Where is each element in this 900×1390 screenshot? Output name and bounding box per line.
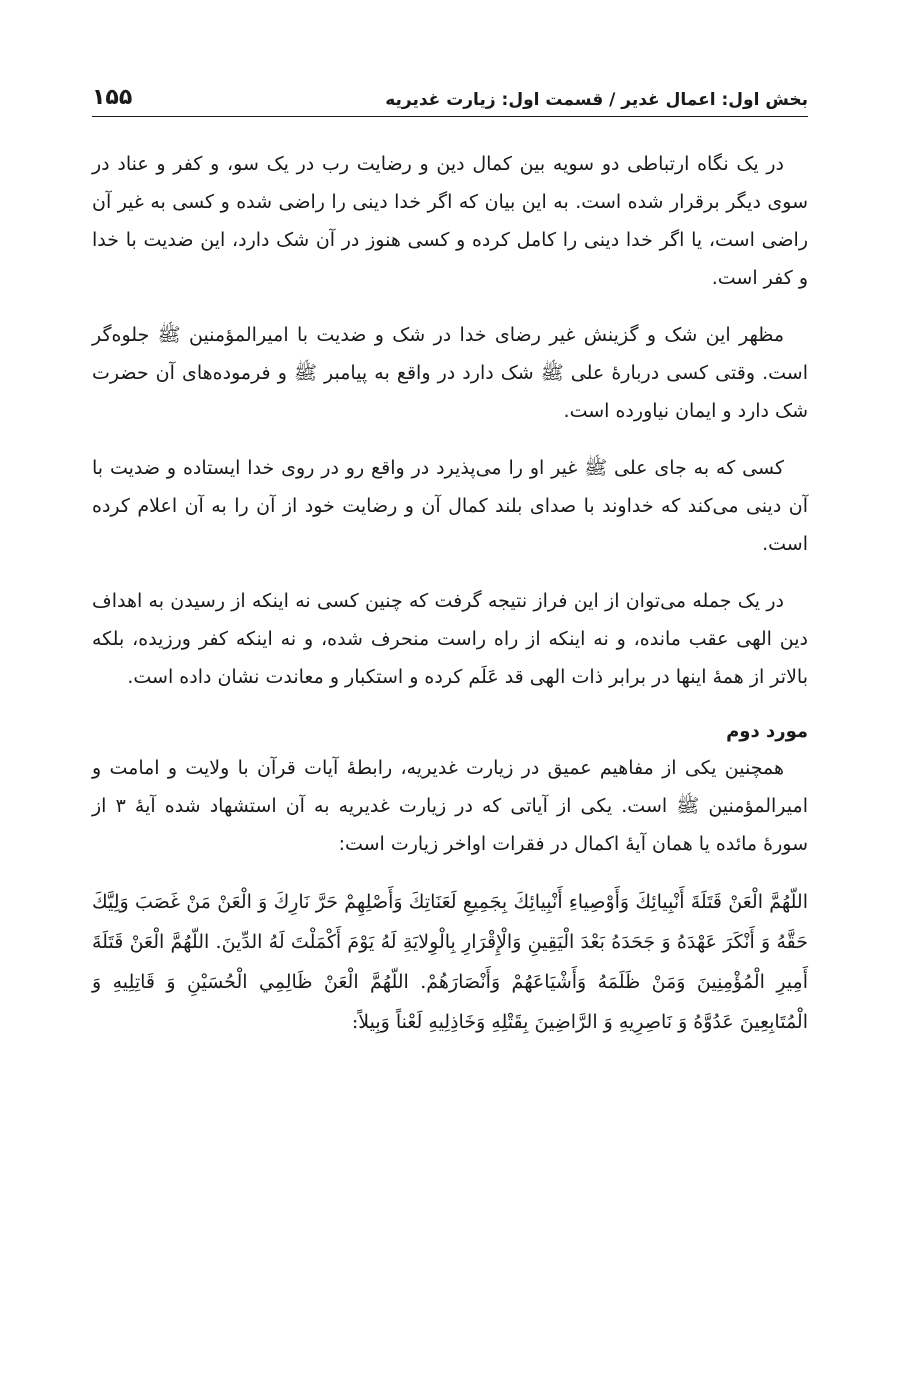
page-header <box>92 70 808 117</box>
paragraph: کسی که به جای علی ﷺ غیر او را می‌پذیرد در واقع رو در روی خدا ایستاده و ضدیت با آن دینی می‌کند که خداوند با صدای بلند کمال آن و رضایت خود از آن را به آن اعلام کرده است. <box>92 457 808 555</box>
arabic-quote: اللّهُمَّ الْعَنْ قَتَلَةَ أَنْبِيائِكَ وَأَوْصِياءِ أَنْبِيائِكَ بِجَمِيعِ لَعَنَاتِكَ وَأَصْلِهِمْ حَرَّ نَارِكَ وَ الْعَنْ مَنْ غَصَبَ وَلِيَّكَ حَقَّهُ وَ أَنْكَرَ عَهْدَهُ وَ جَحَدَهُ بَعْدَ الْيَقِينِ وَالْإِقْرَارِ بِالْوِلايَةِ لَهُ يَوْمَ أَكْمَلْتَ لَهُ الدِّينَ. اللّهُمَّ الْعَنْ قَتَلَةَ أَمِيرِ الْمُؤْمِنِينَ وَمَنْ ظَلَمَهُ وَأَشْيَاعَهُمْ وَأَنْصَارَهُمْ. اللّهُمَّ الْعَنْ ظَالِمِي الْحُسَيْنِ وَ قَاتِلِيهِ وَ الْمُتَابِعِينَ عَدُوَّهُ وَ نَاصِرِيهِ وَ الرَّاضِينَ بِقَتْلِهِ وَخَاذِلِيهِ لَعْناً وَبِيلاً: <box>92 891 808 1033</box>
book-page <box>92 70 808 1370</box>
running-title: بخش اول: اعمال غدیر / قسمت اول: زیارت غدیریه <box>385 90 808 110</box>
section-heading: مورد دوم <box>726 721 808 742</box>
body-text <box>92 145 808 1042</box>
page-number: ۱۵۵ <box>92 85 133 110</box>
paragraph: در یک جمله می‌توان از این فراز نتیجه گرفت که چنین کسی نه اینکه از رسیدن به اهداف دین الهی عقب مانده، و نه اینکه از راه راست منحرف شده، و نه اینکه کفر ورزیده، بلکه بالاتر از همهٔ اینها در برابر ذات الهی قد عَلَم کرده و استکبار و معاندت نشان داده است. <box>92 590 808 688</box>
section-paragraph: همچنین یکی از مفاهیم عمیق در زیارت غدیریه، رابطهٔ آیات قرآن با ولایت و امامت و امیرالمؤمنین ﷺ است. یکی از آیاتی که در زیارت غدیریه به آن استشهاد شده آیهٔ ۳ از سورهٔ مائده یا همان آیهٔ اکمال در فقرات اواخر زیارت است: <box>92 757 808 855</box>
paragraph: مظهر این شک و گزینش غیر رضای خدا در شک و ضدیت با امیرالمؤمنین ﷺ جلوه‌گر است. وقتی کسی دربارهٔ علی ﷺ شک دارد در واقع به پیامبر ﷺ و فرموده‌های آن حضرت شک دارد و ایمان نیاورده است. <box>92 324 808 422</box>
paragraph: در یک نگاه ارتباطی دو سویه بین کمال دین و رضایت رب در یک سو، و کفر و عناد در سوی دیگر برقرار شده است. به این بیان که اگر خدا دینی را راضی شده و کسی به غیر آن راضی است، یا اگر خدا دینی را کامل کرده و کسی هنوز در آن شک دارد، این ضدیت با خدا و کفر است. <box>92 153 808 289</box>
